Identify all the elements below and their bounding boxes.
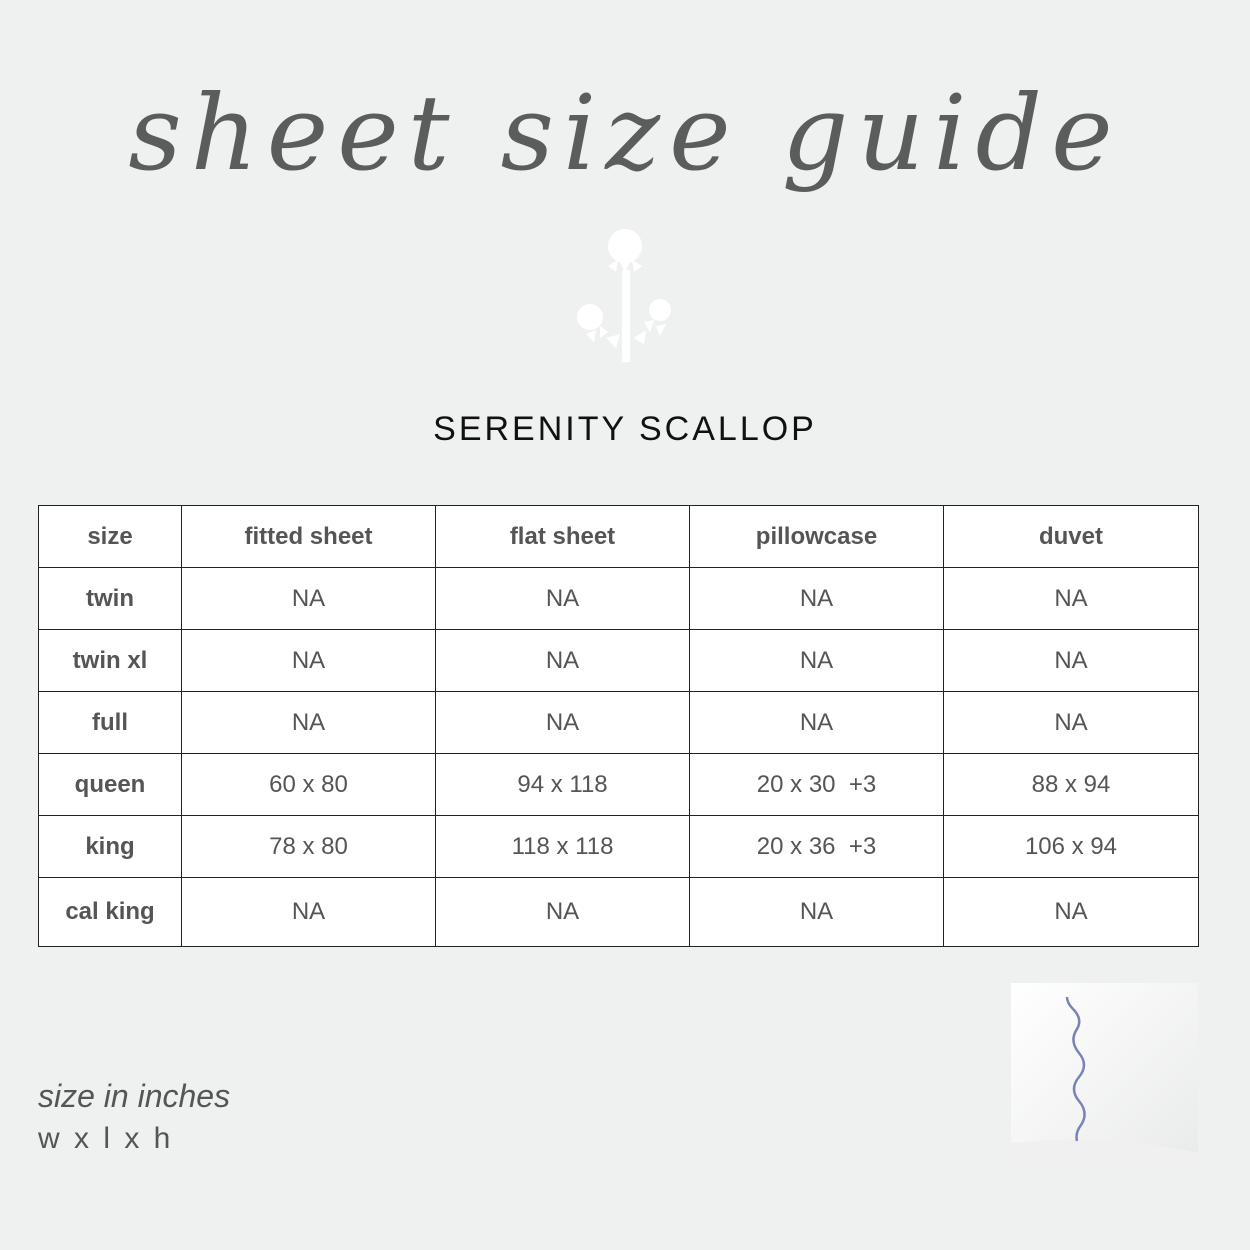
- cell-duvet: NA: [944, 568, 1199, 630]
- size-notes: [38, 1075, 230, 1161]
- collection-name: SERENITY SCALLOP: [433, 410, 817, 448]
- cell-flat: NA: [436, 878, 690, 947]
- cell-fitted: NA: [182, 878, 436, 947]
- cell-duvet: NA: [944, 878, 1199, 947]
- cell-pillowcase: NA: [690, 568, 944, 630]
- dandelion-flower-icon: [560, 222, 690, 372]
- cell-flat: NA: [436, 568, 690, 630]
- header-fitted-sheet: fitted sheet: [182, 506, 436, 568]
- pillowcase-image: [1011, 983, 1198, 1170]
- table-row: [39, 568, 1199, 630]
- table-row: [39, 630, 1199, 692]
- table-header-row: [39, 506, 1199, 568]
- table-row: [39, 816, 1199, 878]
- row-size: twin xl: [39, 630, 182, 692]
- header-flat-sheet: flat sheet: [436, 506, 690, 568]
- cell-fitted: 60 x 80: [182, 754, 436, 816]
- cell-pillowcase: 20 x 30 +3: [690, 754, 944, 816]
- cell-duvet: NA: [944, 692, 1199, 754]
- cell-pillowcase: NA: [690, 692, 944, 754]
- header-pillowcase: pillowcase: [690, 506, 944, 568]
- cell-pillowcase: NA: [690, 878, 944, 947]
- cell-duvet: 88 x 94: [944, 754, 1199, 816]
- row-size: king: [39, 816, 182, 878]
- cell-duvet: NA: [944, 630, 1199, 692]
- dimensions-note: w x l x h: [38, 1122, 174, 1155]
- cell-flat: 118 x 118: [436, 816, 690, 878]
- cell-pillowcase: 20 x 36 +3: [690, 816, 944, 878]
- row-size: cal king: [39, 878, 182, 947]
- table-row: [39, 878, 1199, 947]
- cell-fitted: NA: [182, 568, 436, 630]
- cell-duvet: 106 x 94: [944, 816, 1199, 878]
- unit-note: size in inches: [38, 1078, 231, 1114]
- cell-fitted: NA: [182, 692, 436, 754]
- header-duvet: duvet: [944, 506, 1199, 568]
- table-row: [39, 754, 1199, 816]
- cell-flat: NA: [436, 692, 690, 754]
- table-row: [39, 692, 1199, 754]
- size-table: [38, 505, 1199, 947]
- row-size: full: [39, 692, 182, 754]
- row-size: queen: [39, 754, 182, 816]
- cell-flat: NA: [436, 630, 690, 692]
- header-size: size: [39, 506, 182, 568]
- cell-pillowcase: NA: [690, 630, 944, 692]
- cell-flat: 94 x 118: [436, 754, 690, 816]
- cell-fitted: NA: [182, 630, 436, 692]
- page-title: sheet size guide: [128, 72, 1122, 194]
- cell-fitted: 78 x 80: [182, 816, 436, 878]
- row-size: twin: [39, 568, 182, 630]
